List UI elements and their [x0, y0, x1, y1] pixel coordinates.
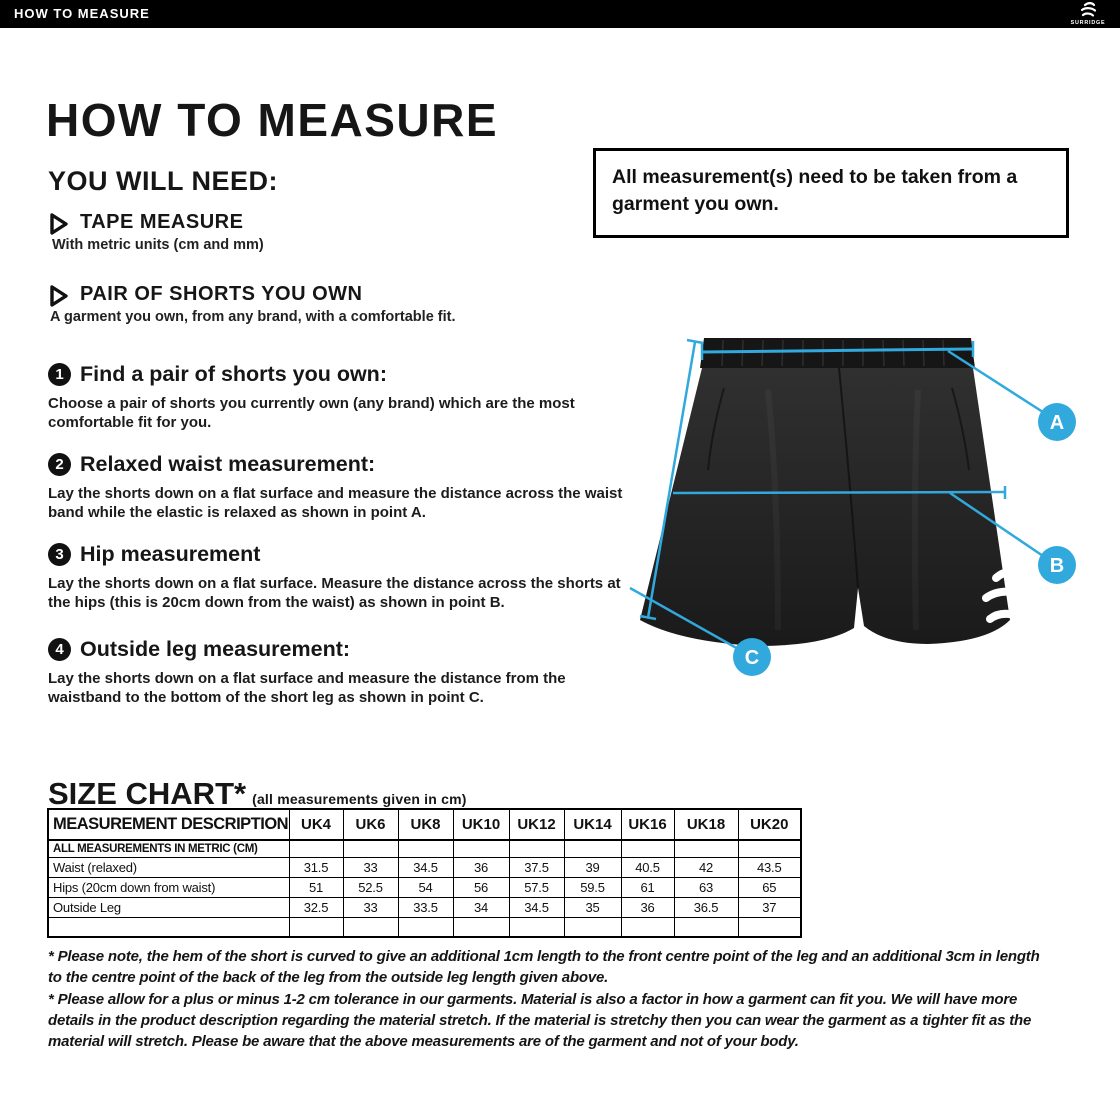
- notice-box: All measurement(s) need to be taken from a garment you own.: [593, 148, 1069, 238]
- column-header: UK18: [674, 809, 738, 840]
- row-label: ALL MEASUREMENTS IN METRIC (CM): [48, 840, 289, 858]
- column-header: UK10: [453, 809, 509, 840]
- step-number-badge: 4: [48, 638, 71, 661]
- size-chart-title: SIZE CHART*: [48, 775, 247, 811]
- surridge-logo-text: SURRIDGE: [1070, 20, 1106, 26]
- shorts-measurement-diagram: [628, 330, 1078, 678]
- step-1: [48, 362, 648, 432]
- callout-b-label: B: [1049, 555, 1065, 577]
- column-header: UK8: [398, 809, 453, 840]
- table-row-waist: Waist (relaxed) 31.5 33 34.5 36 37.5 39 40.5 42 43.5: [48, 858, 801, 878]
- column-header: UK14: [564, 809, 621, 840]
- step-number-badge: 1: [48, 363, 71, 386]
- table-note-row: [48, 840, 801, 858]
- column-header: UK4: [289, 809, 343, 840]
- shorts-brand-s-icon: [986, 571, 1030, 620]
- top-bar: [0, 0, 1120, 28]
- column-header: UK20: [738, 809, 801, 840]
- footnote-tolerance: * Please allow for a plus or minus 1-2 cm tolerance in our garments. Material is also a factor in how a garment can fit you. We will have more details in the product description regarding the material stretch. If the material is stretchy then you can wear the garment as a tighter fit as the material will stretch. Please be aware that the above measurements are of the garment and not of your body.: [48, 991, 1032, 1050]
- callout-c-label: C: [744, 647, 760, 669]
- top-bar-title: HOW TO MEASURE: [14, 6, 150, 21]
- triangle-bullet-icon: [49, 212, 69, 236]
- table-header-row: [48, 809, 801, 840]
- size-chart-table: [47, 808, 802, 938]
- step-heading: Outside leg measurement:: [80, 637, 351, 661]
- callout-a-label: A: [1049, 412, 1065, 434]
- surridge-logo-icon: [1068, 1, 1108, 27]
- column-header: MEASUREMENT DESCRIPTION: [48, 809, 289, 840]
- need-item-tape-measure: TAPE MEASURE: [80, 211, 244, 233]
- step-body: Choose a pair of shorts you currently own (any brand) which are the most comfortable fit for you.: [48, 395, 575, 431]
- page-title: HOW TO MEASURE: [46, 93, 499, 146]
- step-heading: Hip measurement: [80, 542, 261, 566]
- column-header: UK6: [343, 809, 398, 840]
- step-heading: Relaxed waist measurement:: [80, 452, 376, 476]
- table-row-hips: Hips (20cm down from waist) 51 52.5 54 56 57.5 59.5 61 63 65: [48, 878, 801, 898]
- need-item-tape-measure-desc: With metric units (cm and mm): [52, 237, 264, 253]
- step-body: Lay the shorts down on a flat surface. Measure the distance across the shorts at the hips (this is 20cm down from the waist) as shown in point B.: [48, 575, 621, 611]
- row-label: Outside Leg: [48, 898, 289, 918]
- you-will-need-heading: YOU WILL NEED:: [48, 166, 279, 197]
- need-item-shorts: PAIR OF SHORTS YOU OWN: [80, 283, 363, 305]
- table-empty-row: [48, 918, 801, 938]
- footnote-hem: * Please note, the hem of the short is curved to give an additional 1cm length to the front centre point of the leg and an additional 3cm in length to the centre point of the back of the leg from the outside leg length given above.: [48, 948, 1040, 986]
- need-item-shorts-desc: A garment you own, from any brand, with a comfortable fit.: [50, 309, 456, 325]
- step-4: [48, 637, 648, 707]
- triangle-bullet-icon: [49, 284, 69, 308]
- measure-line-b: [673, 492, 1005, 493]
- step-3: [48, 542, 648, 612]
- step-number-badge: 3: [48, 543, 71, 566]
- step-heading: Find a pair of shorts you own:: [80, 362, 387, 386]
- step-body: Lay the shorts down on a flat surface and measure the distance across the waist band while the elastic is relaxed as shown in point A.: [48, 485, 623, 521]
- table-row-outside-leg: Outside Leg 32.5 33 33.5 34 34.5 35 36 36.5 37: [48, 898, 801, 918]
- step-body: Lay the shorts down on a flat surface and measure the distance from the waistband to the bottom of the short leg as shown in point C.: [48, 670, 566, 706]
- row-label: Waist (relaxed): [48, 858, 289, 878]
- step-2: [48, 452, 648, 522]
- size-chart-heading: [48, 776, 467, 812]
- column-header: UK12: [509, 809, 564, 840]
- row-label: Hips (20cm down from waist): [48, 878, 289, 898]
- size-chart-subtitle: (all measurements given in cm): [252, 790, 467, 807]
- step-number-badge: 2: [48, 453, 71, 476]
- column-header: UK16: [621, 809, 674, 840]
